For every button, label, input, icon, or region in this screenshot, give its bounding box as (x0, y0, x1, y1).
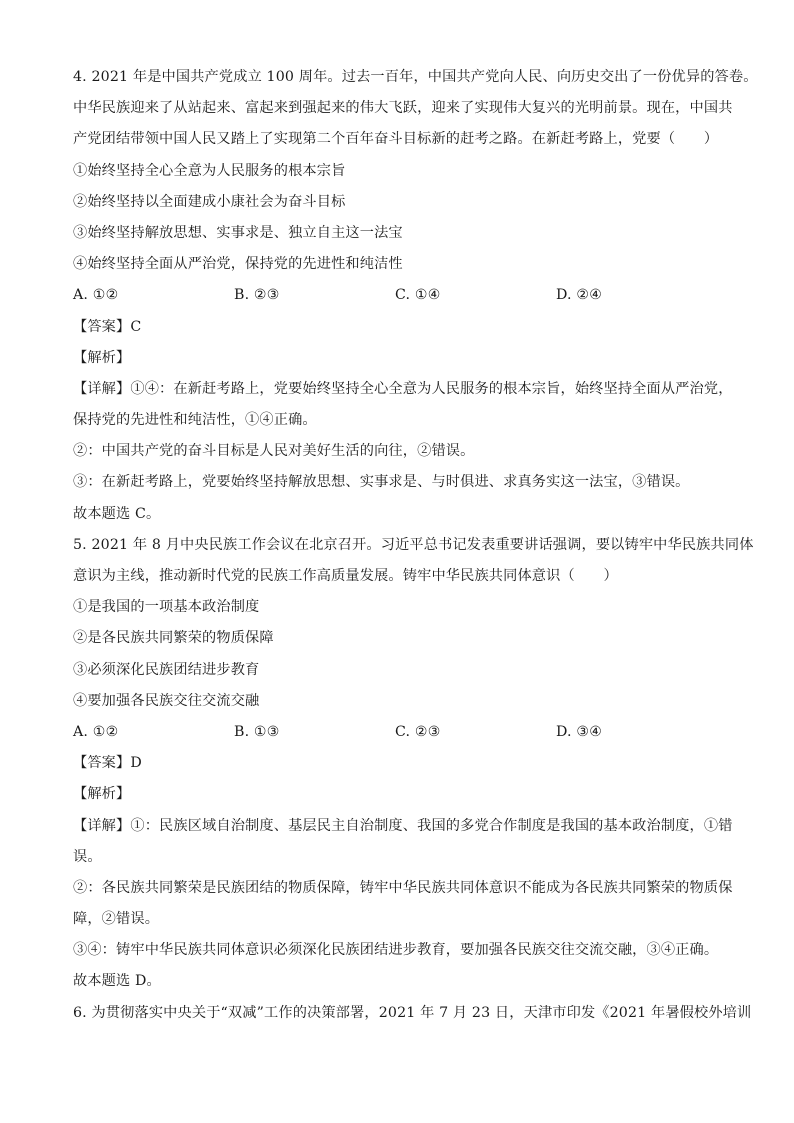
q5-option-c: C. ②③ (395, 723, 441, 740)
q6-stem-line-1: 6. 为贯彻落实中央关于“双减”工作的决策部署，2021 年 7 月 23 日，天津市印发《2021 年暑假校外培训 (73, 1004, 752, 1021)
q4-analysis-line-4: ③：在新赶考路上，党要始终坚持解放思想、实事求是、与时俱进、求真务实这一法宝，③错误。 (73, 474, 690, 491)
q5-stem-line-2: 意识为主线，推动新时代党的民族工作高质量发展。铸牢中华民族共同体意识（ ） (73, 568, 618, 584)
q5-statement-4: ④要加强各民族交往交流交融 (73, 692, 260, 709)
q4-statement-3: ③始终坚持解放思想、实事求是、独立自主这一法宝 (73, 224, 403, 241)
q5-analysis-line-2: 误。 (73, 848, 102, 865)
q4-option-a: A. ①② (73, 287, 119, 304)
q5-analysis-line-1: 【详解】①：民族区域自治制度、基层民主自治制度、我国的多党合作制度是我国的基本政治制度，①错 (73, 817, 733, 834)
q4-statement-4: ④始终坚持全面从严治党，保持党的先进性和纯洁性 (73, 256, 403, 273)
q4-stem-line-3: 产党团结带领中国人民又踏上了实现第二个百年奋斗目标新的赶考之路。在新赶考路上，党要（ ） (73, 131, 719, 148)
q4-option-b: B. ②③ (234, 287, 280, 304)
q5-option-d: D. ③④ (556, 723, 603, 740)
q5-options (73, 717, 733, 748)
q5-analysis-label: 【解析】 (73, 786, 131, 803)
q5-analysis-line-5: ③④：铸牢中华民族共同体意识必须深化民族团结进步教育，要加强各民族交往交流交融，③④正确。 (73, 942, 719, 959)
question-4 (73, 62, 758, 530)
question-5 (73, 530, 754, 998)
q4-statement-2: ②始终坚持以全面建成小康社会为奋斗目标 (73, 193, 346, 210)
q5-option-a: A. ①② (73, 723, 119, 740)
q5-conclusion: 故本题选 D。 (73, 973, 161, 990)
q5-analysis-line-4: 障，②错误。 (73, 911, 160, 928)
q4-stem-line-2: 中华民族迎来了从站起来、富起来到强起来的伟大飞跃，迎来了实现伟大复兴的光明前景。现在，中国共 (73, 100, 733, 117)
document-page (73, 62, 758, 1029)
q5-stem-line-1: 5. 2021 年 8 月中央民族工作会议在北京召开。习近平总书记发表重要讲话强调，要以铸牢中华民族共同体 (73, 536, 754, 553)
q5-statement-3: ③必须深化民族团结进步教育 (73, 661, 260, 678)
q4-analysis-line-2: 保持党的先进性和纯洁性，①④正确。 (73, 412, 317, 429)
q4-analysis-label: 【解析】 (73, 349, 131, 366)
q5-statement-1: ①是我国的一项基本政治制度 (73, 599, 260, 616)
q4-statement-1: ①始终坚持全心全意为人民服务的根本宗旨 (73, 162, 346, 179)
q4-answer: 【答案】C (73, 318, 142, 335)
q4-option-d: D. ②④ (556, 287, 603, 304)
question-6 (73, 998, 752, 1029)
q4-conclusion: 故本题选 C。 (73, 505, 161, 522)
q4-options (73, 280, 733, 311)
q5-analysis-line-3: ②：各民族共同繁荣是民族团结的物质保障，铸牢中华民族共同体意识不能成为各民族共同繁荣的物质保 (73, 879, 733, 896)
q5-option-b: B. ①③ (234, 723, 280, 740)
q4-analysis-line-3: ②：中国共产党的奋斗目标是人民对美好生活的向往，②错误。 (73, 443, 475, 460)
q4-option-c: C. ①④ (395, 287, 441, 304)
q4-stem-line-1: 4. 2021 年是中国共产党成立 100 周年。过去一百年，中国共产党向人民、向历史交出了一份优异的答卷。 (73, 69, 758, 85)
q4-analysis-line-1: 【详解】①④：在新赶考路上，党要始终坚持全心全意为人民服务的根本宗旨，始终坚持全面从严治党， (73, 380, 733, 397)
q5-answer: 【答案】D (73, 755, 142, 772)
q5-statement-2: ②是各民族共同繁荣的物质保障 (73, 630, 274, 647)
